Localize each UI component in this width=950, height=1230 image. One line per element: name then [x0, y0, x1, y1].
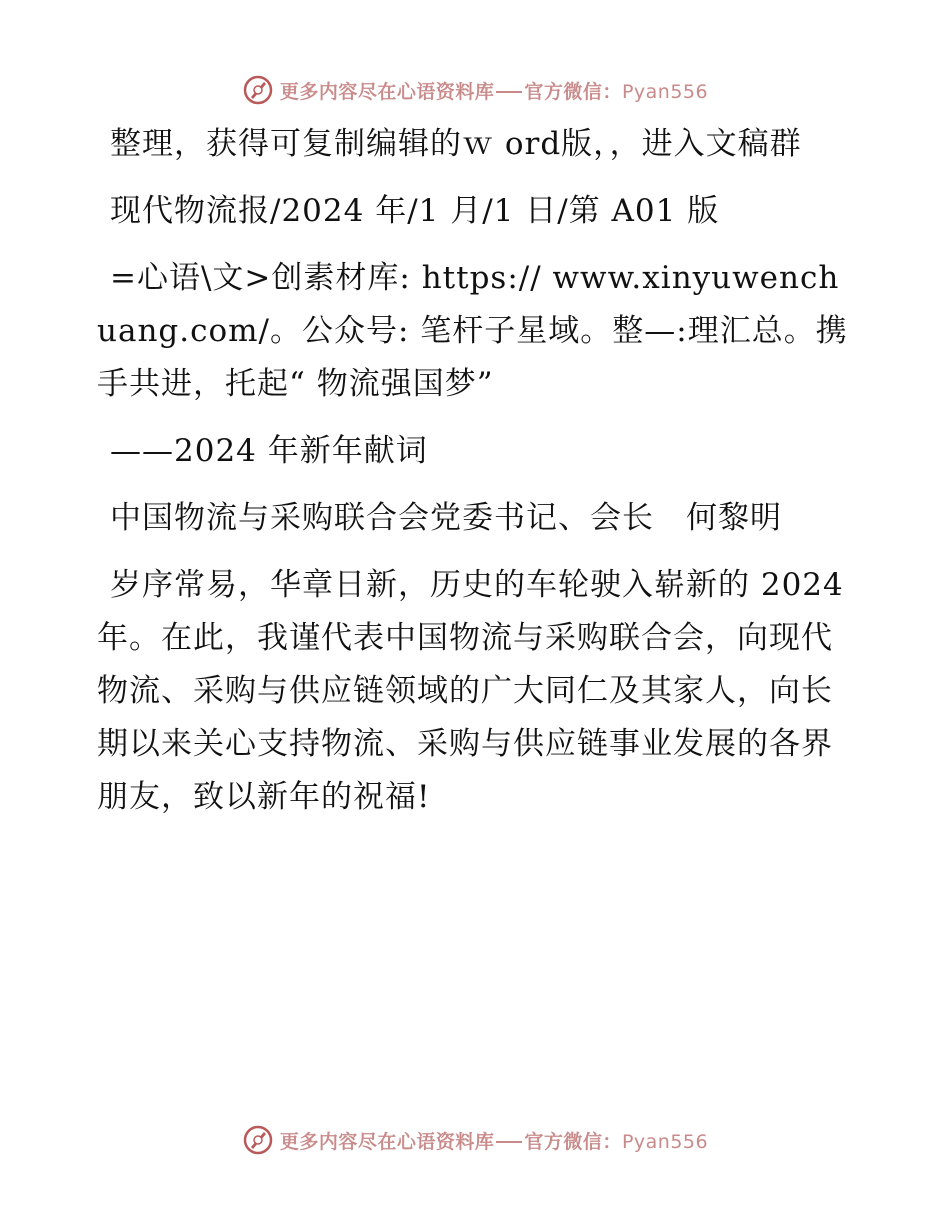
- watermark-suffix: 官方微信: [524, 1130, 603, 1153]
- watermark-text: [280, 77, 708, 104]
- quill-logo-icon: [242, 1124, 274, 1156]
- watermark-wechat: Pyan556: [621, 1130, 709, 1153]
- footer-watermark: [0, 1120, 950, 1160]
- paragraph-subtitle: ——2024 年新年献词: [110, 433, 428, 469]
- paragraph-body: 岁序常易，华章日新，历史的车轮驶入崭新的 2024 年。在此，我谨代表中国物流与采购联合会，向现代物流、采购与供应链领域的广大同仁及其家人，向长期以来关心支持物流、采购与供应链事业发展的各界朋友，致以新年的祝福!: [97, 567, 844, 815]
- watermark-suffix: 官方微信: [524, 80, 603, 103]
- paragraph-author: 中国物流与采购联合会党委书记、会长 何黎明: [110, 500, 782, 536]
- paragraph-intro: 整理，获得可复制编辑的ｗ ord版，，进入文稿群: [110, 126, 802, 162]
- paragraph-title: =心语\文>创素材库: https:// www.xinyuwenchuang.com/。公众号: 笔杆子星域。整—:理汇总。携手共进，托起“ 物流强国梦”: [97, 260, 848, 402]
- document-body: [97, 118, 857, 838]
- watermark-site: 更多内容尽在心语资料库: [279, 80, 495, 103]
- quill-logo-icon: [242, 74, 274, 106]
- watermark-colon: ：: [602, 80, 622, 103]
- header-watermark: [0, 70, 950, 110]
- watermark-wechat: Pyan556: [621, 80, 709, 103]
- paragraph-source: 现代物流报/2024 年/1 月/1 日/第 A01 版: [110, 193, 720, 229]
- watermark-colon: ：: [602, 1130, 622, 1153]
- watermark-dash: [496, 91, 522, 93]
- watermark-dash: [496, 1141, 522, 1143]
- watermark-text: [280, 1127, 708, 1154]
- watermark-site: 更多内容尽在心语资料库: [279, 1130, 495, 1153]
